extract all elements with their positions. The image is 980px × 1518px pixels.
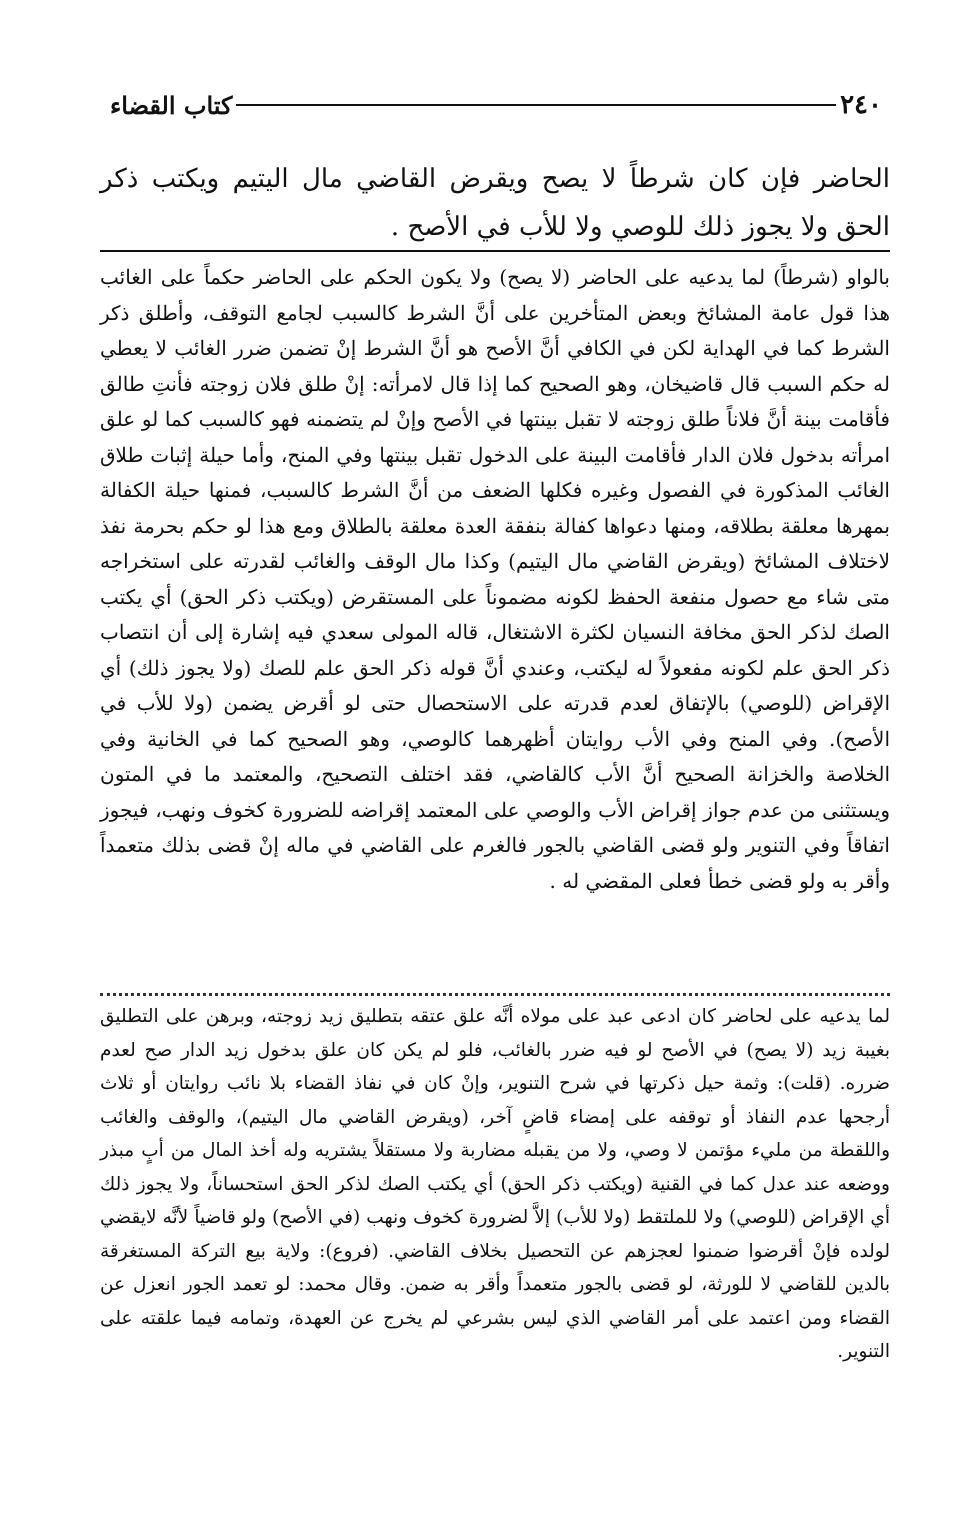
book-title: كتاب القضاء	[110, 90, 233, 120]
page-number: ٢٤٠	[840, 90, 882, 120]
main-text: الحاضر فإن كان شرطاً لا يصح ويقرض القاضي مال اليتيم ويكتب ذكر الحق ولا يجوز ذلك للوصي ولا للأب في الأصح .	[100, 164, 890, 242]
book-page	[100, 85, 890, 1485]
main-text-divider	[100, 250, 890, 252]
footnote-text: لما يدعيه على لحاضر كان ادعى عبد على مولاه أنَّه علق عتقه بتطليق زيد زوجته، وبرهن على التطليق بغيبة زيد (لا يصح) في الأصح لو فيه ضرر بالغائب، فلو لم يكن كان علق بدخول زيد الدار صح لعدم ضرره. (قلت): وثمة حيل ذكرتها في شرح التنوير، وإنْ كان في نفاذ القضاء بلا نائب روايتان أو ثلاث أرجحها عدم النفاذ أو توقفه على إمضاء قاضٍ آخر، (ويقرض القاضي مال اليتيم)، والوقف والغائب واللقطة من مليء مؤتمن لا وصي، ولا من يقبله مضاربة ولا مستقلاً يشتريه وله أخذ المال من أبٍ مبذر ووضعه عند عدل كما في القنية (ويكتب ذكر الحق) أي يكتب الصك لذكر الحق استحساناً، ولا يجوز ذلك أي الإقراض (للوصي) ولا للملتقط (ولا للأب) إلاَّ لضرورة كخوف ونهب (في الأصح) ولو قاضياً لأنَّه لايقضي لولده فإنْ أقرضوا ضمنوا لعجزهم عن التحصيل بخلاف القاضي. (فروع): ولاية بيع التركة المستغرقة بالدين للقاضي لا للورثة، لو قضى بالجور متعمداً وأقر به ضمن. وقال محمد: لو تعمد الجور انعزل عن القضاء ومن اعتمد على أمر القاضي الذي ليس بشرعي لم يخرج عن العهدة، وتمامه فيما علقته على التنوير.	[100, 1006, 890, 1362]
header-rule	[236, 104, 836, 106]
running-header	[100, 85, 890, 125]
footnote-divider	[100, 993, 890, 996]
commentary-text: بالواو (شرطاً) لما يدعيه على الحاضر (لا يصح) ولا يكون الحكم على الحاضر حكماً على الغائب هذا قول عامة المشائخ وبعض المتأخرين على أنَّ الشرط كالسبب لجامع التوقف، وأطلق ذكر الشرط كما في الهداية لكن في الكافي أنَّ الأصح هو أنَّ الشرط إنْ تضمن ضرر الغائب لا يعطي له حكم السبب قال قاضيخان، وهو الصحيح كما إذا قال لامرأته: إنْ طلق فلان زوجته فأنتِ طالق فأقامت بينة أنَّ فلاناً طلق زوجته لا تقبل بينتها في الأصح وإنْ لم يتضمنه فهو كالسبب كما لو علق امرأته بدخول فلان الدار فأقامت البينة على الدخول تقبل بينتها وفي المنح، وأما حيلة إثبات طلاق الغائب المذكورة في الفصول وغيره فكلها الضعف من أنَّ الشرط كالسبب، فمنها حيلة الكفالة بمهرها معلقة بطلاقه، ومنها دعواها كفالة بنفقة العدة معلقة بالطلاق ومع هذا لو حكم بحرمة نفذ لاختلاف المشائخ (ويقرض القاضي مال اليتيم) وكذا مال الوقف والغائب لقدرته على استخراجه متى شاء مع حصول منفعة الحفظ لكونه مضموناً على المستقرض (ويكتب ذكر الحق) أي يكتب الصك لذكر الحق مخافة النسيان لكثرة الاشتغال، قاله المولى سعدي فيه إشارة إلى أن انتصاب ذكر الحق علم لكونه مفعولاً له ليكتب، وعندي أنَّ قوله ذكر الحق علم للصك (ولا يجوز ذلك) أي الإقراض (للوصي) بالإتفاق لعدم قدرته على الاستحصال حتى لو أقرض يضمن (ولا للأب في الأصح). وفي المنح وفي الأب روايتان أظهرهما كالوصي، وهو الصحيح كما في الخانية وفي الخلاصة والخزانة الصحيح أنَّ الأب كالقاضي، فقد اختلف التصحيح، والمعتمد ما في المتون ويستثنى من عدم جواز إقراض الأب والوصي على المعتمد إقراضه للضرورة كخوف ونهب، فيجوز اتفاقاً وفي التنوير ولو قضى القاضي بالجور فالغرم على القاضي في ماله إنْ قضى بذلك متعمداً وأقر به ولو قضى خطأ فعلى المقضي له .	[100, 265, 890, 893]
